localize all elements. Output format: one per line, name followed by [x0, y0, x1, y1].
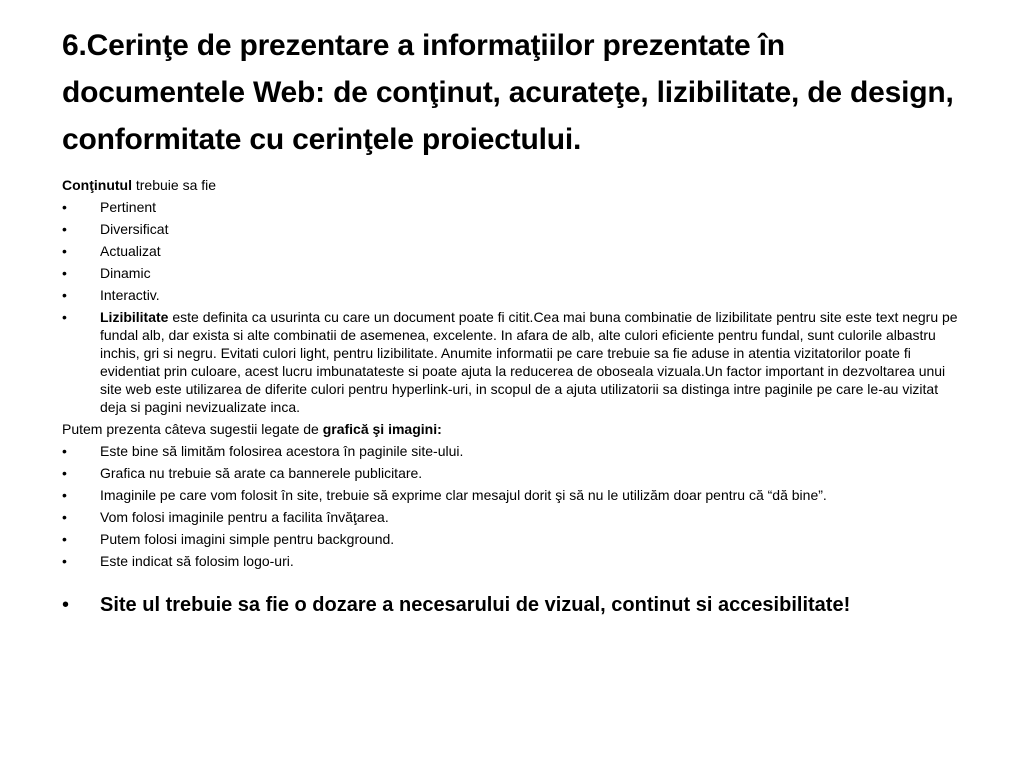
list-item-text: Diversificat: [100, 221, 169, 237]
list-item: [62, 552, 964, 570]
bullet-icon: •: [62, 265, 67, 281]
list-item: [62, 242, 964, 260]
graphics-list: [62, 442, 964, 570]
bullet-icon: •: [62, 199, 67, 215]
slide-body: [62, 176, 964, 570]
lizibilitate-text: este definita ca usurinta cu care un document poate fi citit.Cea mai buna combinatie de lizibilitate pentru site este text negru pe fundal alb, dar exista si alte combinatii de asemenea, excelente. In afara de alb, alte culori eficiente pentru fundal, sunt culorile albastru inchis, gri si negru. Evitati culori light, pentru lizibilitate. Anumite informatii pe care trebuie sa fie aduse in atentia vizitatorilor poate fi evidentiat prin culoare, acest lucru imbunatateste si poate ajuta la reducerea de oboseala vizuala.Un factor important in dezvoltarea unui site web este utilizarea de diferite culori pentru hyperlink-uri, in scopul de a ajuta utilizatorii sa distinga intre paginile pe care le-au vizitat deja si pagini nevizualizate inca.: [100, 309, 958, 415]
lizibilitate-bold: Lizibilitate: [100, 309, 169, 325]
content-intro: [62, 176, 964, 194]
bullet-icon: •: [62, 287, 67, 303]
bullet-icon: •: [62, 243, 67, 259]
list-item-text: Dinamic: [100, 265, 151, 281]
list-item-text: Grafica nu trebuie să arate ca bannerele publicitare.: [100, 465, 423, 481]
list-item-text: Actualizat: [100, 243, 161, 259]
list-item: [62, 442, 964, 460]
final-statement: [62, 592, 964, 618]
list-item-text: Putem folosi imagini simple pentru background.: [100, 531, 395, 547]
graphics-intro-bold: grafică şi imagini:: [322, 421, 442, 437]
final-statement-text: Site ul trebuie sa fie o dozare a necesarului de vizual, continut si accesibilitate!: [100, 594, 851, 616]
list-item: [62, 220, 964, 238]
list-item: [62, 286, 964, 304]
bullet-icon: •: [62, 509, 67, 525]
bullet-icon: •: [62, 309, 67, 325]
list-item-text: Interactiv.: [100, 287, 160, 303]
content-intro-text: trebuie sa fie: [131, 177, 217, 193]
list-item: [62, 508, 964, 526]
bullet-icon: •: [62, 465, 67, 481]
content-list: [62, 198, 964, 416]
list-item-text: Vom folosi imaginile pentru a facilita învăţarea.: [100, 509, 389, 525]
list-item-text: Este indicat să folosim logo-uri.: [100, 553, 294, 569]
list-item: [62, 530, 964, 548]
content-intro-bold: Conţinutul: [62, 177, 132, 193]
list-item-text: Imaginile pe care vom folosit în site, trebuie să exprime clar mesajul dorit şi să nu le utilizăm doar pentru că “dă bine”.: [100, 487, 827, 503]
list-item: [62, 464, 964, 482]
list-item: [62, 198, 964, 216]
bullet-icon: •: [62, 443, 67, 459]
graphics-intro-text: Putem prezenta câteva sugestii legate de: [62, 421, 323, 437]
bullet-icon: •: [62, 531, 67, 547]
list-item-text: Este bine să limităm folosirea acestora în paginile site-ului.: [100, 443, 464, 459]
graphics-intro: [62, 420, 964, 438]
bullet-icon: •: [62, 594, 70, 616]
bullet-icon: •: [62, 221, 67, 237]
list-item: [62, 486, 964, 504]
list-item-lizibilitate: [62, 308, 964, 416]
slide-title: 6.Cerinţe de prezentare a informaţiilor prezentate în documentele Web: de conţinut, acurateţe, lizibilitate, de design, conformitate cu cerinţele proiectului.: [62, 29, 954, 156]
list-item: [62, 264, 964, 282]
bullet-icon: •: [62, 487, 67, 503]
bullet-icon: •: [62, 553, 67, 569]
list-item-text: Pertinent: [100, 199, 157, 215]
